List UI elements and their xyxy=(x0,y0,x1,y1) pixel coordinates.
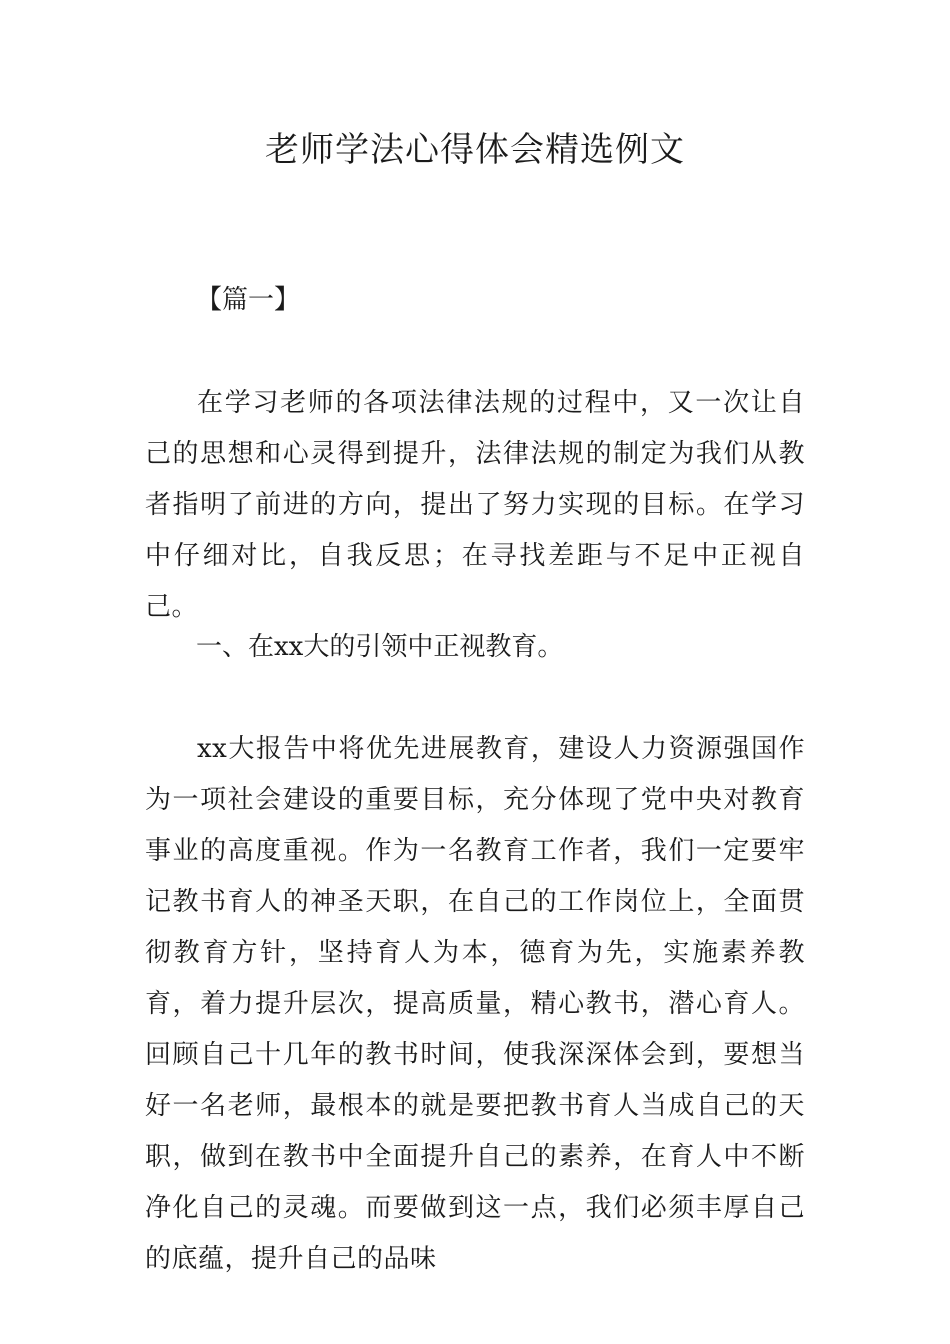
section-heading-1: 一、在xx大的引领中正视教育。 xyxy=(196,632,564,662)
paragraph-body: xx大报告中将优先进展教育，建设人力资源强国作为一项社会建设的重要目标，充分体现了党中央对教育事业的高度重视。作为一名教育工作者，我们一定要牢记教书育人的神圣天职，在自己的工作岗位上，全面贯彻教育方针，坚持育人为本，德育为先，实施素养教育，着力提升层次，提高质量，精心教书，潜心育人。回顾自己十几年的教书时间，使我深深体会到，要想当好一名老师，最根本的就是要把教书育人当成自己的天职，做到在教书中全面提升自己的素养，在育人中不断净化自己的灵魂。而要做到这一点，我们必须丰厚自己的底蕴，提升自己的品味 xyxy=(145,734,805,1274)
paragraph-intro: 在学习老师的各项法律法规的过程中，又一次让自己的思想和心灵得到提升，法律法规的制定为我们从教者指明了前进的方向，提出了努力实现的目标。在学习中仔细对比，自我反思；在寻找差距与不足中正视自己。 xyxy=(145,388,805,622)
document-title: 老师学法心得体会精选例文 xyxy=(265,130,685,170)
section-label: 【篇一】 xyxy=(196,285,301,315)
